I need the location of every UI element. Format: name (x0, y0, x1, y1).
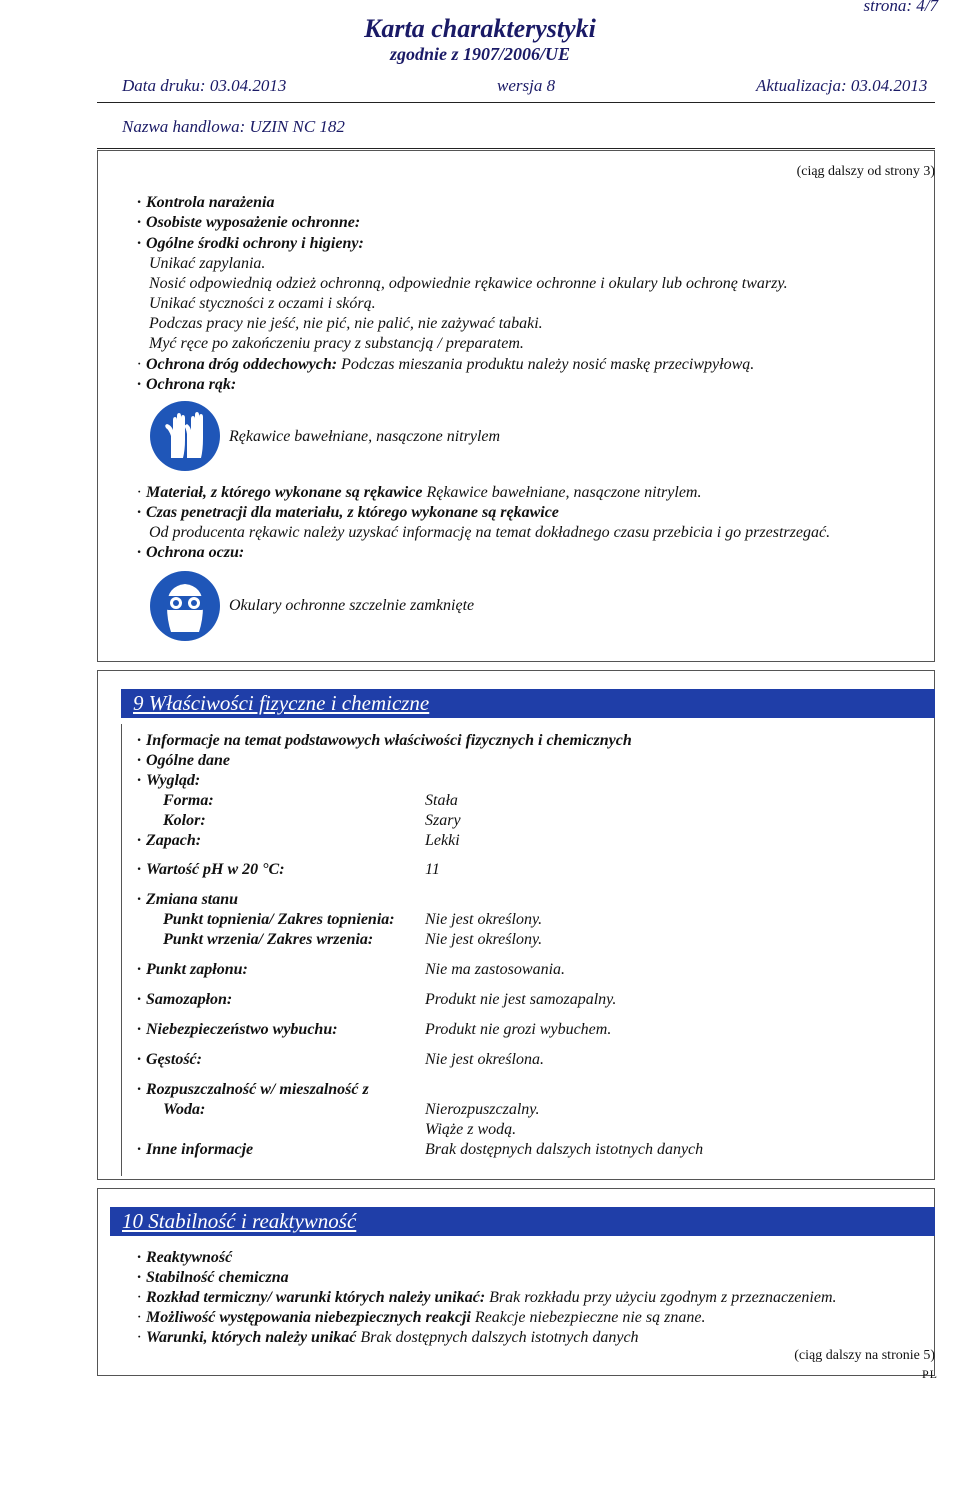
document-title: Karta charakterystyki (364, 14, 596, 43)
glove-material: · Materiał, z którego wykonane są rękawice Rękawice bawełniane, nasączone nitrylem. (137, 484, 702, 501)
header-rule (97, 102, 935, 103)
solubility-label: · Rozpuszczalność w/ mieszalność z (137, 1081, 369, 1098)
stability-label: · Stabilność chemiczna (137, 1269, 289, 1286)
density-value: Nie jest określona. (425, 1051, 544, 1068)
ph-value: 11 (425, 861, 440, 878)
water-label: Woda: (163, 1101, 206, 1118)
reactivity-label: · Reaktywność (137, 1249, 233, 1266)
hygiene-line-5: Myć ręce po zakończeniu pracy z substancją / preparatem. (149, 335, 524, 352)
goggles-icon (149, 570, 221, 642)
gloves-caption: Rękawice bawełniane, nasączone nitrylem (229, 428, 501, 445)
trade-name: Nazwa handlowa: UZIN NC 182 (122, 117, 345, 136)
hygiene-line-3: Unikać styczności z oczami i skórą. (149, 295, 376, 312)
form-label: Forma: (163, 792, 214, 809)
explosion-label: · Niebezpieczeństwo wybuchu: (137, 1021, 338, 1038)
water-value: Nierozpuszczalny. (425, 1101, 540, 1118)
continued-from: (ciąg dalszy od strony 3) (796, 164, 935, 179)
hygiene-line-1: Unikać zapylania. (149, 255, 266, 272)
form-value: Stała (425, 792, 458, 809)
general-data: · Ogólne dane (137, 752, 230, 769)
density-label: · Gęstość: (137, 1051, 202, 1068)
general-hygiene-heading: · Ogólne środki ochrony i higieny: (137, 235, 364, 252)
flash-point-label: · Punkt zapłonu: (137, 961, 248, 978)
section9-inner (121, 724, 960, 1176)
other-info-label: · Inne informacje (137, 1141, 254, 1158)
color-value: Szary (425, 812, 461, 829)
section9-heading: 9 Właściwości fizyczne i chemiczne (121, 689, 935, 718)
penetration-time-text: Od producenta rękawic należy uzyskać informację na temat dokładnego czasu przebicia i go przestrzegać. (149, 524, 831, 541)
gloves-icon (149, 400, 221, 472)
hygiene-line-4: Podczas pracy nie jeść, nie pić, nie palić, nie zażywać tabaki. (149, 315, 543, 332)
odor-value: Lekki (425, 832, 460, 849)
autoignition-value: Produkt nie jest samozapalny. (425, 991, 617, 1008)
melting-value: Nie jest określony. (425, 911, 543, 928)
other-info-value: Brak dostępnych dalszych istotnych danych (425, 1141, 704, 1158)
flash-point-value: Nie ma zastosowania. (425, 961, 566, 978)
boiling-value: Nie jest określony. (425, 931, 543, 948)
water-value-2: Wiąże z wodą. (425, 1121, 517, 1138)
conditions-to-avoid-line: · Warunki, których należy unikać Brak dostępnych dalszych istotnych danych (137, 1329, 639, 1346)
language-code: PL (921, 1367, 938, 1381)
penetration-time-heading: · Czas penetracji dla materiału, z którego wykonane są rękawice (137, 504, 559, 521)
state-change-label: · Zmiana stanu (137, 891, 239, 908)
continued-to: (ciąg dalszy na stronie 5) (794, 1348, 935, 1363)
header-rule-bottom (97, 148, 935, 149)
explosion-value: Produkt nie grozi wybuchem. (425, 1021, 612, 1038)
ph-label: · Wartość pH w 20 °C: (137, 861, 285, 878)
update-date: Aktualizacja: 03.04.2013 (756, 76, 928, 95)
print-date: Data druku: 03.04.2013 (122, 76, 287, 95)
goggles-caption: Okulary ochronne szczelnie zamknięte (229, 597, 475, 614)
eye-protection-heading: · Ochrona oczu: (137, 544, 245, 561)
autoignition-label: · Samozapłon: (137, 991, 233, 1008)
section10-heading: 10 Stabilność i reaktywność (110, 1207, 935, 1236)
page-number: strona: 4/7 (863, 0, 938, 15)
hand-protection-heading: · Ochrona rąk: (137, 376, 237, 393)
boiling-label: Punkt wrzenia/ Zakres wrzenia: (163, 931, 374, 948)
hazardous-reactions-line: · Możliwość występowania niebezpiecznych reakcji Reakcje niebezpieczne nie są znane. (137, 1309, 706, 1326)
odor-label: · Zapach: (137, 832, 202, 849)
exposure-control: · Kontrola narażenia (137, 194, 275, 211)
respiratory-protection: · Ochrona dróg oddechowych: Podczas mieszania produktu należy nosić maskę przeciwpyłową. (137, 356, 755, 373)
basic-properties-heading: · Informacje na temat podstawowych właściwości fizycznych i chemicznych (137, 732, 632, 749)
document-subtitle: zgodnie z 1907/2006/UE (389, 44, 571, 64)
melting-label: Punkt topnienia/ Zakres topnienia: (163, 911, 395, 928)
version: wersja 8 (497, 76, 556, 95)
ppe-heading: · Osobiste wyposażenie ochronne: (137, 214, 361, 231)
decomposition-line: · Rozkład termiczny/ warunki których należy unikać: Brak rozkładu przy użyciu zgodnym z przeznaczeniem. (137, 1289, 837, 1306)
hygiene-line-2: Nosić odpowiednią odzież ochronną, odpowiednie rękawice ochronne i okulary lub ochronę twarzy. (149, 275, 788, 292)
color-label: Kolor: (163, 812, 206, 829)
appearance-label: · Wygląd: (137, 772, 201, 789)
